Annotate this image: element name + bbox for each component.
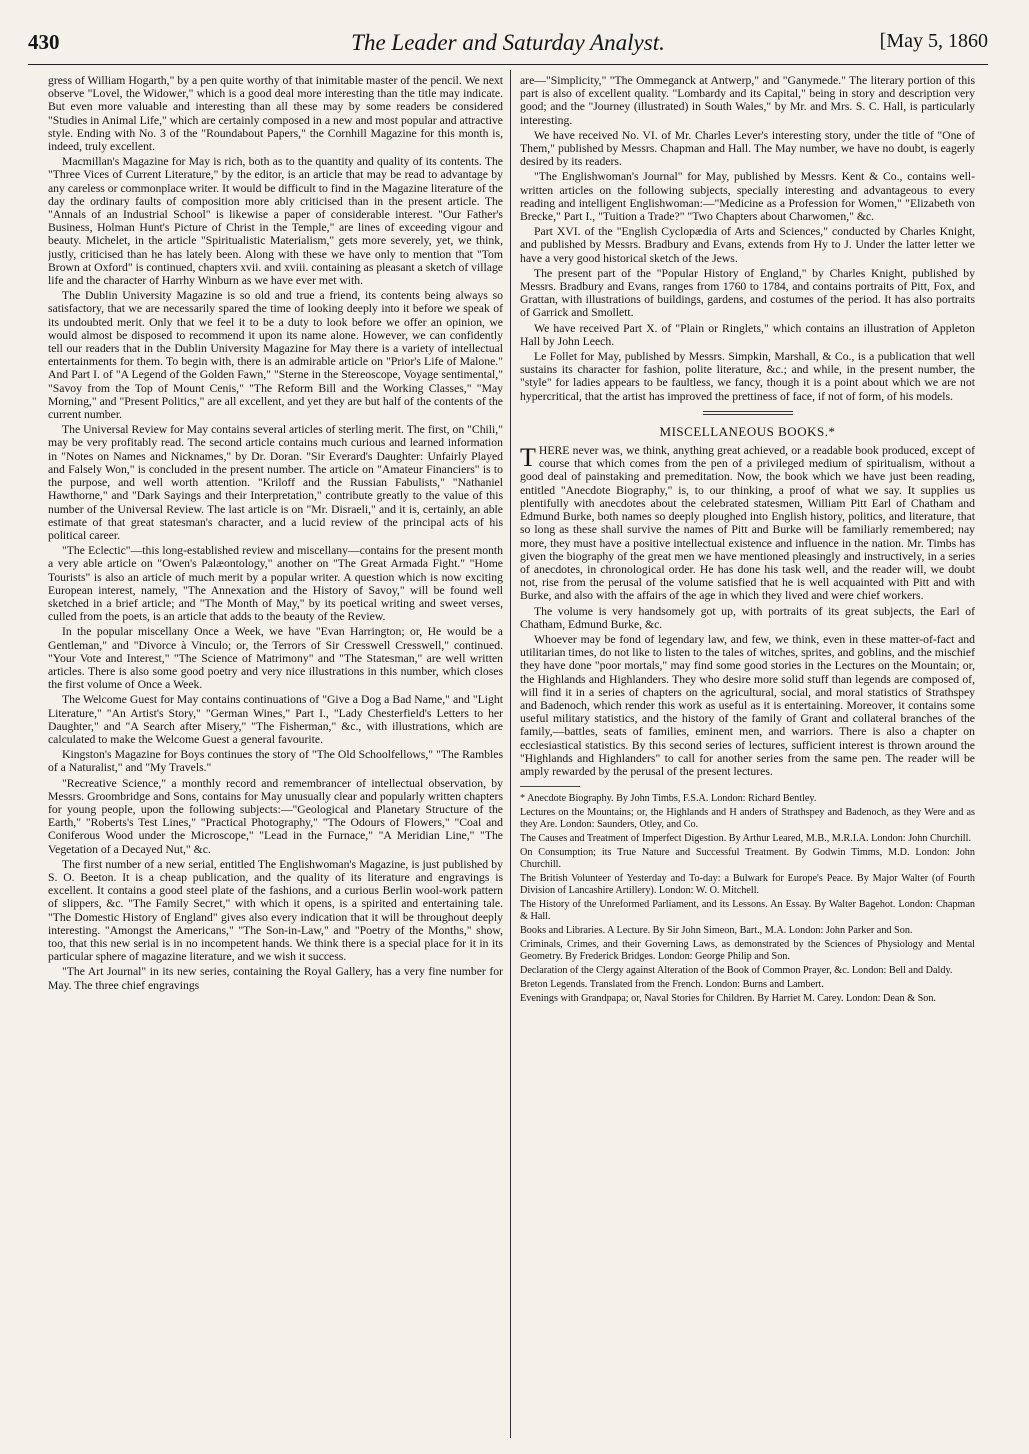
newspaper-page xyxy=(28,18,988,1438)
article-paragraph: "The Eclectic"—this long-established review and miscellany—contains for the present month a very able article on "Owen's Palæontology," another on "The Great Armada Fight." "Home Tourists" is also an article of much merit by a popular writer. A question which is now exciting European interest, namely, "The Annexation and the History of Savoy," will be found well sketched in a brief article; and "The Month of May," by its poetical writing and sweet verses, culled from the poets, is an article that adds to the beauty of the Review. xyxy=(48,544,503,624)
article-paragraph: The Dublin University Magazine is so old and true a friend, its contents being always so satisfactory, that we are necessarily spared the time of looking deeply into it before we speak of its undoubted merit. Only that we feel it to be a duty to look before we offer an opinion, we would almost be disposed to recommend it upon its name alone. However, we can confidently tell our readers that in the Dublin University Magazine for May there is a variety of intellectual entertainments for them. To begin with, there is an admirable article on "Prior's Life of Malone." And Part I. of "A Legend of the Golden Fawn," "Sterne in the Stereoscope, Voyage sentimental," "Savoy from the Top of Mount Cenis," "The Reform Bill and the Working Classes," "May Morning," and "Present Politics," are all excellent, and yet they are but half of the contents of the current number. xyxy=(48,289,503,422)
publication-title: The Leader and Saturday Analyst. xyxy=(351,30,665,55)
article-paragraph: The volume is very handsomely got up, with portraits of its great subjects, the Earl of Chatham, Edmund Burke, &c. xyxy=(520,604,975,631)
article-paragraph: We have received Part X. of "Plain or Ringlets," which contains an illustration of Appleton Hall by John Leech. xyxy=(520,321,975,348)
section-divider xyxy=(703,411,793,415)
article-paragraph: In the popular miscellany Once a Week, we have "Evan Harrington; or, He would be a Gentleman," and "Divorce à Vinculo; or, the Terrors of Sir Cresswell Cresswell," continued. "Your Vote and Interest," "The Science of Matrimony" and "The Statesman," are well written articles. There is also some good poetry and very nice illustrations in this number, which closes the first volume of Once a Week. xyxy=(48,625,503,692)
article-paragraph: Part XVI. of the "English Cyclopædia of Arts and Sciences," conducted by Charles Knight, and published by Messrs. Bradbury and Evans, extends from Hy to J. Under the latter letter we have a very good historical sketch of the Jews. xyxy=(520,225,975,265)
column-divider xyxy=(510,70,511,1438)
left-column xyxy=(48,74,503,1436)
header-rule xyxy=(28,64,988,65)
footnote-rule xyxy=(520,786,580,787)
section-opening-paragraph xyxy=(520,444,975,602)
opening-text: HERE never was, we think, anything great achieved, or a readable book produced, except of course that which comes from the pen of a privileged medium of spiritualism, without a good deal of painstaking and premeditation. Now, the book which we have just been reading, entitled "Anecdote Biography," is, to our thinking, a proof of what we say. It supplies us plentifully with anecdotes about the celebrated statesmen, William Pitt Earl of Chatham and Edmund Burke, both names so deeply ploughed into English history, politics, and literature, that so long as these shall survive the names of Pitt and Burke will be familiarly remembered; nay more, they must have a positive intellectual existence and influence in the nation. Mr. Timbs has given the biography of the great men we have mentioned pleasingly and instructively, in a series of anecdotes, in chronological order. He has done his task well, and the reader will, we doubt not, rise from the perusal of the volume satisfied that he is well acquainted with Pitt and with Burke, and also with the affairs of the age in which they lived and were chief workers. xyxy=(520,444,975,603)
article-paragraph: "The Art Journal" in its new series, containing the Royal Gallery, has a very fine number for May. The three chief engravings xyxy=(48,965,503,992)
section-heading: MISCELLANEOUS BOOKS.* xyxy=(659,423,836,439)
article-paragraph: The Universal Review for May contains several articles of sterling merit. The first, on "Chili," may be very profitably read. The second article contains much curious and learned information in "Notes on Names and Nicknames," by Dr. Doran. "Sir Everard's Daughter: Unfairly Played and Falsely Won," is concluded in the present number. The article on "Amateur Financiers" is to the purpose, and well worth attention. "Kriloff and the Russian Fabulists," "Nathaniel Hawthorne," and "Dark Sayings and their Interpretation," contribute greatly to the value of this number of the Universal Review. The last article is on "Mr. Disraeli," and it is, certainly, an able estimate of that great statesman's character, and a lucid review of the principal acts of his political career. xyxy=(48,423,503,542)
footnote: * Anecdote Biography. By John Timbs, F.S.A. London: Richard Bentley. xyxy=(520,793,817,805)
article-paragraph: Kingston's Magazine for Boys continues the story of "The Old Schoolfellows," "The Rambles of a Naturalist," and "My Travels." xyxy=(48,748,503,775)
article-paragraph: Macmillan's Magazine for May is rich, both as to the quantity and quality of its contents. The "Three Vices of Current Literature," by the editor, is an article that may be read to advantage by any careless or commonplace writer. It would be difficult to find in the Magazine literature of the day the ordinary faults of composition more ably criticised than in the present article. The "Annals of an Industrial School" is likewise a paper of considerable interest. "Our Father's Business, Holman Hunt's Picture of Christ in the Temple," are lines of exceeding vigour and beauty. Michelet, in the article "Spiritualistic Materialism," gets more severely, yet, we think, justly, criticised than he has lately been. Along with these we have only to mention that "Tom Brown at Oxford" is continued, chapters xvii. and xviii. containing as pleasant a sketch of village life and the character of Harrhy Winburn as we have ever met with. xyxy=(48,155,503,288)
footnote: The Causes and Treatment of Imperfect Digestion. By Arthur Leared, M.B., M.R.I.A. London: John Churchill. xyxy=(520,833,972,845)
footnote: Breton Legends. Translated from the French. London: Burns and Lambert. xyxy=(520,979,824,991)
article-paragraph: are—"Simplicity," "The Ommeganck at Antwerp," and "Ganymede." The literary portion of this part is also of excellent quality. "Lombardy and its Capital," being in story and description very good; and the "Journey (illustrated) in South Wales," by Mr. and Mrs. S. C. Hall, is particularly interesting. xyxy=(520,74,975,127)
page-header xyxy=(28,18,988,62)
page-number: 430 xyxy=(28,30,60,54)
footnote: Declaration of the Clergy against Alteration of the Book of Common Prayer, &c. London: Bell and Daldy. xyxy=(520,965,953,977)
right-column xyxy=(520,74,975,1436)
article-paragraph: gress of William Hogarth," by a pen quite worthy of that inimitable master of the pencil. We next observe "Lovel, the Widower," which is a good deal more interesting than the title may indicate. But even more valuable and interesting than all these may by some readers be considered "Studies in Animal Life," which are certainly composed in a new and most popular and attractive style. Ending with No. 3 of the "Roundabout Papers," the Cornhill Magazine for this month is, indeed, truly excellent. xyxy=(48,74,503,154)
article-paragraph: "The Englishwoman's Journal" for May, published by Messrs. Kent & Co., contains well-written articles on the following subjects, specially interesting and advantageous to every reading and intelligent Englishwoman:—"Medicine as a Profession for Women," "Elizabeth von Brecke," Part I., "Tuition a Trade?" "Two Chapters about Charwomen," &c. xyxy=(520,170,975,224)
article-paragraph: Le Follet for May, published by Messrs. Simpkin, Marshall, & Co., is a publication that well sustains its character for fashion, polite literature, &c.; and while, in the present number, the "style" for ladies appears to be faultless, we fancy, though it is a point about which we are not hypercritical, that the artist has improved the prettiness of face, if not of form, of his models. xyxy=(520,350,975,403)
article-paragraph: Whoever may be fond of legendary law, and few, we think, even in these matter-of-fact and utilitarian times, do not like to listen to the tales of witches, sprites, and goblins, and the mischief they have done "poor mortals," may find some good stories in the Lectures on the Mountain; or, the Highlands and Highlanders. They who desire more solid stuff than legends are composed of, will find it in a series of chapters on the agricultural, social, and moral statistics of Strathspey and Badenoch, which render this work as useful as it is entertaining. Moreover, it contains some useful military statistics, and the history of the family of Grant and collateral branches of the family,—battles, seats of families, eminent men, and warriors. There is also a chapter on ecclesiastical statistics. By this second series of lectures, sufficient interest is thrown around the "Highlands and Highlanders" to call for another series from the same pen. The reader will be amply rewarded by the perusal of the present lectures. xyxy=(520,632,975,778)
article-paragraph: We have received No. VI. of Mr. Charles Lever's interesting story, under the title of "One of Them," published by Messrs. Chapman and Hall. The May number, we have no doubt, is eagerly desired by its readers. xyxy=(520,128,975,169)
footnote: The British Volunteer of Yesterday and To-day: a Bulwark for Europe's Peace. By Major Walter (of Fourth Division of Lancashire Artillery). London: W. O. Mitchell. xyxy=(520,873,975,897)
footnote: Books and Libraries. A Lecture. By Sir John Simeon, Bart., M.A. London: John Parker and Son. xyxy=(520,925,913,937)
article-paragraph: The first number of a new serial, entitled The Englishwoman's Magazine, is just published by S. O. Beeton. It is a cheap publication, and the quality of its literature and engravings is excellent. It contains a good steel plate of the fashions, and a curious Berlin wool-work pattern of slippers, &c. "The Family Secret," with which it opens, is a spirited and entertaining tale. "The Domestic History of England" gives also every indication that it will be throughout deeply interesting. "Amongst the Americans," "The Son-in-Law," and "Poetry of the Months," show, too, that this new serial is in no incompetent hands. We think there is a special place for it in its particular sphere of magazine literature, and we wish it success. xyxy=(48,857,503,964)
article-paragraph: The present part of the "Popular History of England," by Charles Knight, published by Messrs. Bradbury and Evans, ranges from 1760 to 1784, and contains portraits of Pitt, Fox, and Grattan, with illustrations of buildings, gardens, and costumes of the period. It has also portraits of Garrick and Smollett. xyxy=(520,266,975,320)
footnote: Evenings with Grandpapa; or, Naval Stories for Children. By Harriet M. Carey. London: Dean & Son. xyxy=(520,993,936,1005)
footnote: The History of the Unreformed Parliament, and its Lessons. An Essay. By Walter Bagehot. London: Chapman & Hall. xyxy=(520,899,975,923)
footnote: On Consumption; its True Nature and Successful Treatment. By Godwin Timms, M.D. London: John Churchill. xyxy=(520,847,975,871)
footnote: Criminals, Crimes, and their Governing Laws, as demonstrated by the Sciences of Physiology and Mental Geometry. By Frederick Bridges. London: George Philip and Son. xyxy=(520,939,975,963)
article-paragraph: The Welcome Guest for May contains continuations of "Give a Dog a Bad Name," and "Light Literature," "An Artist's Story," "German Wines," Part I., "Lady Chesterfield's Letters to her Daughter," and "A Search after Misery," "The Fisherman," &c., with illustrations, which are calculated to make the Welcome Guest a general favourite. xyxy=(48,693,503,746)
drop-cap: T xyxy=(520,443,536,473)
issue-date: [May 5, 1860 xyxy=(879,30,988,52)
footnote: Lectures on the Mountains; or, the Highlands and H anders of Strathspey and Badenoch, as they Were and as they Are. London: Saunders, Otley, and Co. xyxy=(520,807,975,831)
article-paragraph: "Recreative Science," a monthly record and remembrancer of intellectual observation, by Messrs. Groombridge and Sons, contains for May unusually clear and popularly written chapters for young people, upon the following subjects:—"Geological and Planetary Structure of the Earth," "Roberts's Test Lines," "Practical Photography," "The Odours of Flowers," "Coal and Coniferous Wood under the Microscope," "Lead in the Furnace," "A Meridian Line," "The Vegetation of a Decayed Nut," &c. xyxy=(48,776,503,856)
